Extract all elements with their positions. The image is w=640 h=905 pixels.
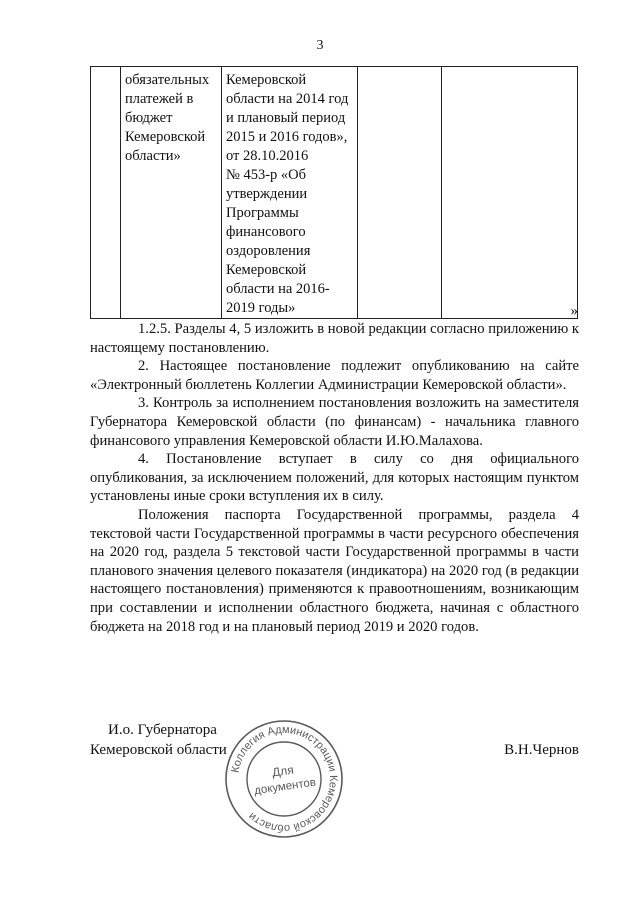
stamp — [222, 717, 346, 841]
paragraph-3: 3. Контроль за исполнением постановления возложить на заместителя Губернатора Кемеровской области (по финансам) - начальника главного финансового управления Кемеровской области И.Ю.Малахова. — [90, 395, 579, 449]
table-cell — [222, 67, 358, 319]
paragraph-2: 2. Настоящее постановление подлежит опубликованию на сайте «Электронный бюллетень Коллегии Администрации Кемеровской области». — [90, 358, 579, 393]
table-cell — [358, 67, 442, 319]
cell-text: обязательных платежей в бюджет Кемеровской области» — [125, 72, 210, 164]
cell-text: Кемеровской области на 2014 год и плановый период 2015 и 2016 годов», от 28.10.2016 № 453-р «Об утверждении Программы финансового оздоровления Кемеровской области на 2016- 2019 годы» — [226, 72, 349, 316]
page-number: 3 — [316, 38, 324, 53]
table-cell — [442, 67, 578, 319]
continuation-table — [90, 66, 578, 319]
signatory-name: В.Н.Чернов — [504, 742, 579, 758]
stamp-ring-text: Коллегия Администрации Кемеровской области — [229, 723, 340, 835]
table-cell — [121, 67, 222, 319]
table-cell — [91, 67, 121, 319]
signatory-title-line-2: Кемеровской области — [90, 742, 227, 758]
paragraph-4: 4. Постановление вступает в силу со дня официального опубликования, за исключением положений, для которых настоящим пунктом установлены иные сроки вступления их в силу. — [90, 451, 579, 505]
paragraph-1-2-5: 1.2.5. Разделы 4, 5 изложить в новой редакции согласно приложению к настоящему постановлению. — [90, 321, 579, 356]
signatory-title-line-1: И.о. Губернатора — [108, 722, 217, 738]
table-row — [91, 67, 578, 319]
stamp-center-line-2: документов — [253, 776, 317, 798]
body-text — [90, 320, 579, 636]
stamp-outer-ring — [226, 721, 342, 837]
stamp-center-line-1: Для — [271, 762, 295, 780]
paragraph-provisions: Положения паспорта Государственной программы, раздела 4 текстовой части Государственной программы в части ресурсного обеспечения на 2020 год, раздела 5 текстовой части Государственной программы в части планового значения целевого показателя (индикатора) на 2020 год (в редакции настоящего постановления) применяются к правоотношениям, возникающим при составлении и исполнении областного бюджета, начиная с областного бюджета на 2018 год и на плановый период 2019 и 2020 годов. — [90, 506, 579, 635]
closing-quote: » — [570, 303, 578, 319]
